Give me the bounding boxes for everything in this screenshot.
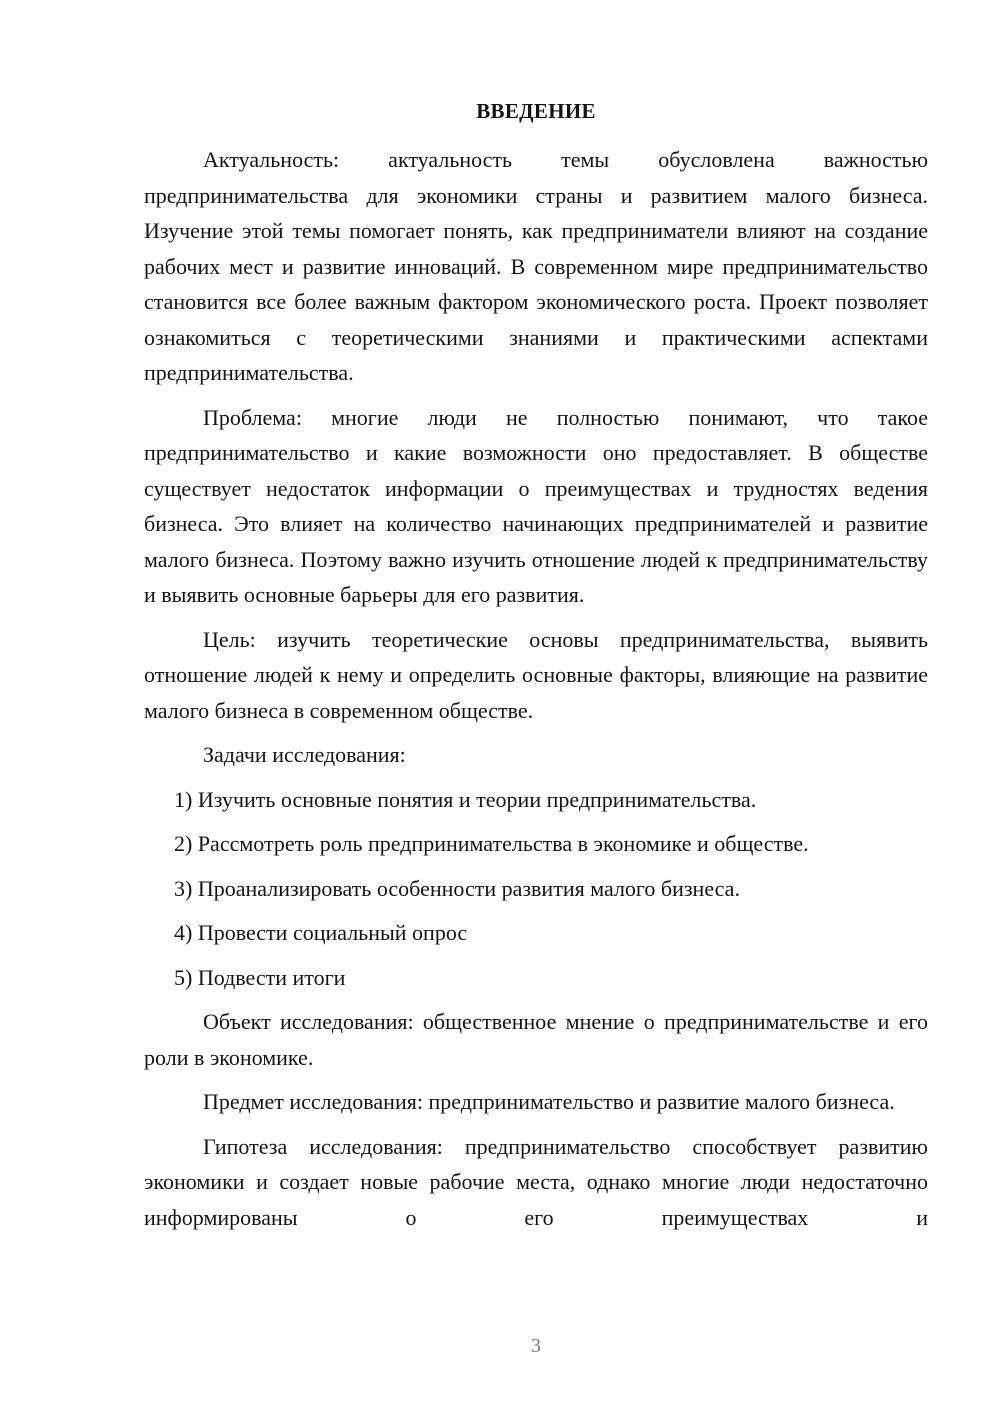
page-number: 3	[531, 1335, 541, 1357]
list-item: 5) Подвести итоги	[174, 964, 346, 990]
list-item: 4) Провести социальный опрос	[174, 920, 468, 945]
subject-paragraph: Предмет исследования: предпринимательство и развитие малого бизнеса.	[203, 1089, 895, 1114]
list-item: 1) Изучить основные понятия и теории предпринимательства.	[174, 786, 757, 812]
document-body	[144, 142, 928, 1235]
problem-paragraph: Проблема: многие люди не полностью понимают, что такое предпринимательство и какие возможности оно предоставляет. В обществе существует недостаток информации о преимуществах и трудностях ведения бизнеса. Это влияет на количество начинающих предпринимателей и развитие малого бизнеса. Поэтому важно изучить отношение людей к предпринимательству и выявить основные барьеры для его развития.	[144, 404, 928, 607]
list-item: 2) Рассмотреть роль предпринимательства в экономике и обществе.	[174, 831, 809, 856]
object-paragraph: Объект исследования: общественное мнение о предпринимательстве и его роли в экономике.	[144, 1009, 928, 1070]
hypothesis-paragraph: Гипотеза исследования: предпринимательство способствует развитию экономики и создает новые рабочие места, однако многие люди недостаточно информированы о его преимуществах и	[144, 1133, 928, 1230]
list-item: 3) Проанализировать особенности развития малого бизнеса.	[174, 875, 740, 901]
relevance-paragraph: Актуальность: актуальность темы обусловлена важностью предпринимательства для экономики страны и развитием малого бизнеса. Изучение этой темы помогает понять, как предприниматели влияют на создание рабочих мест и развитие инноваций. В современном мире предпринимательство становится все более важным фактором экономического роста. Проект позволяет ознакомиться с теоретическими знаниями и практическими аспектами предпринимательства.	[144, 147, 928, 385]
goal-paragraph: Цель: изучить теоретические основы предпринимательства, выявить отношение людей к нему и определить основные факторы, влияющие на развитие малого бизнеса в современном обществе.	[144, 626, 928, 723]
tasks-heading: Задачи исследования:	[203, 742, 406, 767]
section-heading: ВВЕДЕНИЕ	[476, 99, 596, 123]
tasks-list	[144, 782, 928, 996]
